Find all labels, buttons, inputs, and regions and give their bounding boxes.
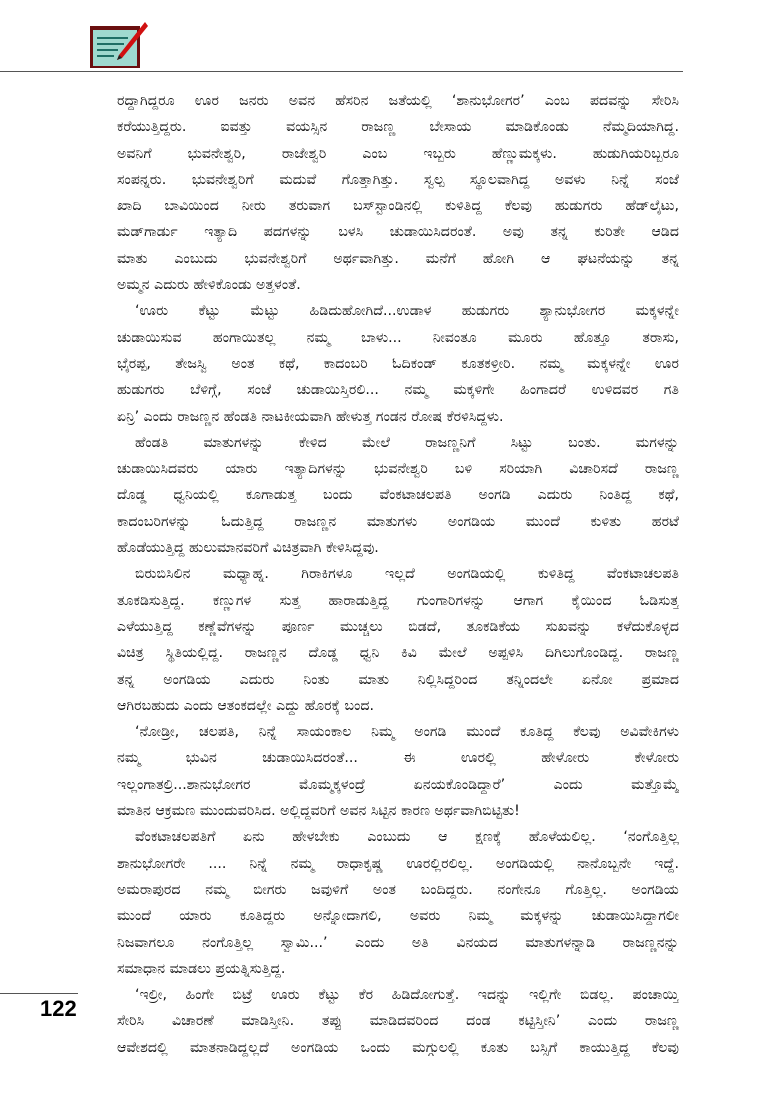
text-line: ‘ನೋಡ್ರೀ, ಚಲಪತಿ, ನಿನ್ನೆ ಸಾಯಂಕಾಲ ನಿಮ್ಮ ಅಂಗಡಿ ಮುಂದೆ ಕೂತಿದ್ದ ಕೆಲವು ಅವಿವೇಕಿಗಳು: [135, 724, 679, 741]
text-line: ತನ್ನ ಅಂಗಡಿಯ ಎದುರು ನಿಂತು ಮಾತು ನಿಲ್ಲಿಸಿದ್ದರಿಂದ ತನ್ನಿಂದಲೇ ಏನೋ ಪ್ರಮಾದ: [117, 671, 679, 688]
text-line: ತೂಕಡಿಸುತ್ತಿದ್ದ. ಕಣ್ಣುಗಳ ಸುತ್ತ ಹಾರಾಡುತ್ತಿದ್ದ ಗುಂಗಾರಿಗಳನ್ನು ಆಗಾಗ ಕೈಯಿಂದ ಓಡಿಸುತ್ತ: [117, 592, 679, 609]
header-rule: [0, 71, 683, 72]
paragraph: [117, 719, 679, 824]
page-number: 122: [40, 996, 77, 1021]
text-line: ಶಾನುಭೋಗರೇ .... ನಿನ್ನೆ ನಮ್ಮ ರಾಧಾಕೃಷ್ಣ ಊರಲ್ಲಿರಲಿಲ್ಲ. ಅಂಗಡಿಯಲ್ಲಿ ನಾನೊಬ್ಬನೇ ಇದ್ದೆ.: [117, 855, 679, 872]
text-line: ಖಾದಿ ಬಾವಿಯಿಂದ ನೀರು ತರುವಾಗ ಬಸ್‌ಸ್ಟಾಂಡಿನಲ್ಲಿ ಕುಳಿತಿದ್ದ ಕೆಲವು ಹುಡುಗರು ಹೆಡ್‌ಲೈಟು,: [117, 198, 679, 215]
text-line: ಮಾತಿನ ಆಕ್ರಮಣ ಮುಂದುವರಿಸಿದ. ಅಲ್ಲಿದ್ದವರಿಗೆ ಅವನ ಸಿಟ್ಟಿನ ಕಾರಣ ಅರ್ಥವಾಗಿಬಿಟ್ಟಿತು!: [117, 803, 520, 820]
text-line: ಏನ್ರಿ’ ಎಂದು ರಾಜಣ್ಣನ ಹೆಂಡತಿ ನಾಟಕೀಯವಾಗಿ ಹೇಳುತ್ತ ಗಂಡನ ರೋಷ ಕೆರಳಿಸಿದ್ದಳು.: [117, 408, 504, 425]
text-line: ಅಮ್ಮನ ಎದುರು ಹೇಳಿಕೊಂಡು ಅತ್ತಳಂತೆ.: [117, 277, 301, 294]
text-line: ಹೊಡೆಯುತ್ತಿದ್ದ ಹುಲುಮಾನವರಿಗೆ ವಿಚಿತ್ರವಾಗಿ ಕೇಳಿಸಿದ್ದವು.: [117, 540, 379, 557]
text-line: ಚುಡಾಯಿಸಿದವರು ಯಾರು ಇತ್ಯಾದಿಗಳನ್ನು ಭುವನೇಶ್ವರಿ ಬಳಿ ಸರಿಯಾಗಿ ವಿಚಾರಿಸದೆ ರಾಜಣ್ಣ: [117, 461, 679, 478]
text-line: ಎಳೆಯುತ್ತಿದ್ದ ಕಣ್ಣೆವೆಗಳನ್ನು ಪೂರ್ಣ ಮುಚ್ಚಲು ಬಿಡದೆ, ತೂಕಡಿಕೆಯ ಸುಖವನ್ನು ಕಳೆದುಕೊಳ್ಳದ: [117, 618, 679, 635]
text-line: ಮಾತು ಎಂಬುದು ಭುವನೇಶ್ವರಿಗೆ ಅರ್ಥವಾಗಿತ್ತು. ಮನೆಗೆ ಹೋಗಿ ಆ ಘಟನೆಯನ್ನು ತನ್ನ: [117, 250, 679, 267]
text-line: ಹೆಂಡತಿ ಮಾತುಗಳನ್ನು ಕೇಳಿದ ಮೇಲೆ ರಾಜಣ್ಣನಿಗೆ ಸಿಟ್ಟು ಬಂತು. ಮಗಳನ್ನು: [135, 434, 679, 451]
text-line: ಬಿರುಬಿಸಿಲಿನ ಮಧ್ಯಾಹ್ನ. ಗಿರಾಕಿಗಳೂ ಇಲ್ಲದೆ ಅಂಗಡಿಯಲ್ಲಿ ಕುಳಿತಿದ್ದ ವೆಂಕಟಾಚಲಪತಿ: [135, 566, 679, 583]
text-line: ಮಡ್‌ಗಾರ್ಡು ಇತ್ಯಾದಿ ಪದಗಳನ್ನು ಬಳಸಿ ಚುಡಾಯಿಸಿದರಂತೆ. ಅವು ತನ್ನ ಕುರಿತೇ ಆಡಿದ: [117, 224, 679, 241]
text-line: ಸಮಾಧಾನ ಮಾಡಲು ಪ್ರಯತ್ನಿಸುತ್ತಿದ್ದ.: [117, 960, 286, 977]
text-line: ಸೇರಿಸಿ ವಿಚಾರಣೆ ಮಾಡಿಸ್ತೀನಿ. ತಪ್ಪು ಮಾಡಿದವರಿಂದ ದಂಡ ಕಟ್ಟಿಸ್ತೀನಿ’ ಎಂದು ರಾಜಣ್ಣ: [117, 1013, 679, 1030]
text-line: ಇಲ್ಲಂಗಾತಲ್ರಿ...ಶಾನುಭೋಗರ ಮೊಮ್ಮಕ್ಕಳಂದ್ರೆ ಏನಯಕೊಂಡಿದ್ದಾರೆ’ ಎಂದು ಮತ್ತೊಮ್ಮೆ: [117, 776, 679, 793]
text-line: ‘ಇಲ್ರೀ, ಹಿಂಗೇ ಬಿಟ್ರೆ ಊರು ಕೆಟ್ಟು ಕೆರ ಹಿಡಿದೋಗುತ್ತೆ. ಇದನ್ನು ಇಲ್ಲಿಗೇ ಬಿಡಲ್ಲ. ಪಂಚಾಯ್ತಿ: [135, 987, 679, 1004]
text-line: ಅವನಿಗೆ ಭುವನೇಶ್ವರಿ, ರಾಜೇಶ್ವರಿ ಎಂಬ ಇಬ್ಬರು ಹೆಣ್ಣುಮಕ್ಕಳು. ಹುಡುಗಿಯರಿಬ್ಬರೂ: [117, 145, 679, 162]
text-line: ‘ಊರು ಕೆಟ್ಟು ಮೆಟ್ಟು ಹಿಡಿದುಹೋಗಿದೆ...ಉಡಾಳ ಹುಡುಗರು ಶ್ಯಾನುಭೋಗರ ಮಕ್ಕಳನ್ನೇ: [135, 303, 679, 320]
text-line: ಮುಂದೆ ಯಾರು ಕೂತಿದ್ದರು ಅನ್ನೋದಾಗಲಿ, ಅವರು ನಿಮ್ಮ ಮಕ್ಕಳನ್ನು ಚುಡಾಯಿಸಿದ್ದಾಗಲೀ: [117, 908, 679, 925]
text-line: ಕರೆಯುತ್ತಿದ್ದರು. ಐವತ್ತು ವಯಸ್ಸಿನ ರಾಜಣ್ಣ ಬೇಸಾಯ ಮಾಡಿಕೊಂಡು ನೆಮ್ಮದಿಯಾಗಿದ್ದ.: [117, 119, 679, 136]
text-line: ಚುಡಾಯಿಸುವ ಹಂಗಾಯಿತಲ್ಲ ನಮ್ಮ ಬಾಳು... ನೀವಂತೂ ಮೂರು ಹೊತ್ತೂ ತರಾಸು,: [117, 329, 679, 346]
notepad-with-red-pen-icon: [88, 20, 148, 72]
text-line: ನಿಜವಾಗಲೂ ನಂಗೊತ್ತಿಲ್ಲ ಸ್ವಾಮಿ...’ ಎಂದು ಅತಿ ವಿನಯದ ಮಾತುಗಳನ್ನಾಡಿ ರಾಜಣ್ಣನನ್ನು: [117, 934, 679, 951]
text-line: ಆಗಿರಬಹುದು ಎಂದು ಆತಂಕದಲ್ಲೇ ಎದ್ದು ಹೊರಕ್ಕೆ ಬಂದ.: [117, 697, 375, 714]
text-line: ಕಾದಂಬರಿಗಳನ್ನು ಓದುತ್ತಿದ್ದ ರಾಜಣ್ಣನ ಮಾತುಗಳು ಅಂಗಡಿಯ ಮುಂದೆ ಕುಳಿತು ಹರಟೆ: [117, 513, 679, 530]
text-line: ಹುಡುಗರು ಬೆಳಿಗ್ಗೆ, ಸಂಜೆ ಚುಡಾಯಿಸ್ತಿರಲಿ... ನಮ್ಮ ಮಕ್ಕಳಿಗೇ ಹಿಂಗಾದರೆ ಉಳಿದವರ ಗತಿ: [117, 382, 679, 399]
text-line: ಆವೇಶದಲ್ಲಿ ಮಾತನಾಡಿದ್ದಲ್ಲದೆ ಅಂಗಡಿಯ ಒಂದು ಮಗ್ಗುಲಲ್ಲಿ ಕೂತು ಬಸ್ಸಿಗೆ ಕಾಯುತ್ತಿದ್ದ ಕೆಲವು: [117, 1039, 679, 1056]
text-line: ನಮ್ಮ ಭುವಿನ ಚುಡಾಯಿಸಿದರಂತೆ... ಈ ಊರಲ್ಲಿ ಹೇಳೋರು ಕೇಳೋರು: [117, 750, 679, 767]
text-line: ವಿಚಿತ್ರ ಸ್ಥಿತಿಯಲ್ಲಿದ್ದ. ರಾಜಣ್ಣನ ದೊಡ್ಡ ಧ್ವನಿ ಕಿವಿ ಮೇಲೆ ಅಪ್ಪಳಿಸಿ ದಿಗಿಲುಗೊಂಡಿದ್ದ. ರಾಜಣ್ಣ: [117, 645, 679, 662]
footer-rule: [0, 993, 78, 994]
text-line: ವೆಂಕಟಾಚಲಪತಿಗೆ ಏನು ಹೇಳಬೇಕು ಎಂಬುದು ಆ ಕ್ಷಣಕ್ಕೆ ಹೊಳೆಯಲಿಲ್ಲ. ‘ನಂಗೊತ್ತಿಲ್ಲ: [135, 829, 679, 846]
text-line: ಭೈರಪ್ಪ, ತೇಜಸ್ವಿ ಅಂತ ಕಥೆ, ಕಾದಂಬರಿ ಓದಿಕಂಡ್ ಕೂತಕಳ್ರೀರಿ. ನಮ್ಮ ಮಕ್ಕಳನ್ನೇ ಊರ: [117, 355, 679, 372]
paragraph: [117, 298, 679, 429]
paragraph: [117, 430, 679, 561]
text-line: ದೊಡ್ಡ ಧ್ವನಿಯಲ್ಲಿ ಕೂಗಾಡುತ್ತ ಬಂದು ವೆಂಕಟಾಚಲಪತಿ ಅಂಗಡಿ ಎದುರು ನಿಂತಿದ್ದ ಕಥೆ,: [117, 487, 679, 504]
paragraph: [117, 982, 679, 1061]
paragraph: [117, 88, 679, 298]
text-line: ಸಂಪನ್ನರು. ಭುವನೇಶ್ವರಿಗೆ ಮದುವೆ ಗೊತ್ತಾಗಿತ್ತು. ಸ್ವಲ್ಪ ಸ್ಥೂಲವಾಗಿದ್ದ ಅವಳು ನಿನ್ನೆ ಸಂಜೆ: [117, 171, 679, 188]
text-line: ಅಮರಾಪುರದ ನಮ್ಮ ಬೀಗರು ಜವುಳಿಗೆ ಅಂತ ಬಂದಿದ್ದರು. ನಂಗೇನೂ ಗೊತ್ತಿಲ್ಲ. ಅಂಗಡಿಯ: [117, 881, 679, 898]
body-text: [117, 88, 679, 1061]
text-line: ರದ್ದಾಗಿದ್ದರೂ ಊರ ಜನರು ಅವನ ಹೆಸರಿನ ಜತೆಯಲ್ಲಿ ‘ಶಾನುಭೋಗರ’ ಎಂಬ ಪದವನ್ನು ಸೇರಿಸಿ: [117, 93, 679, 109]
paragraph: [117, 561, 679, 719]
paragraph: [117, 824, 679, 982]
